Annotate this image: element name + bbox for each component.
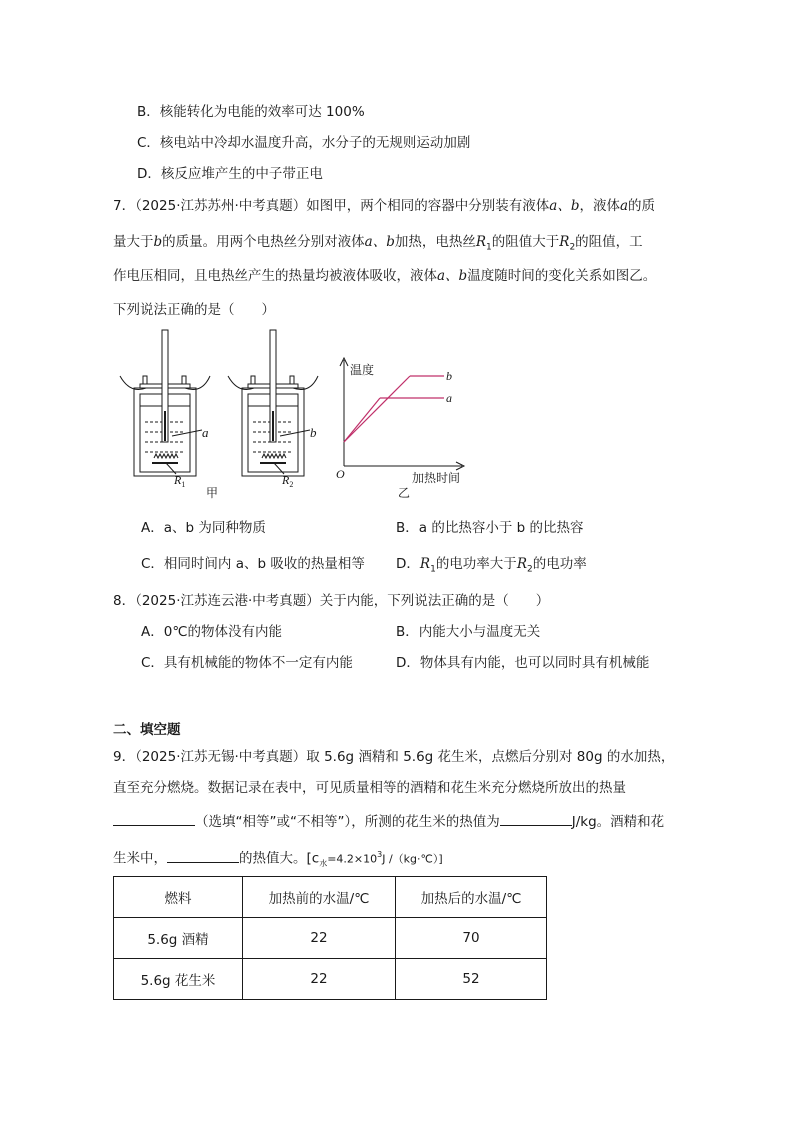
figure-jia-label: 甲 <box>206 486 219 500</box>
q9-stem-line1: 9．（2025·江苏无锡·中考真题）取 5.6g 酒精和 5.6g 花生米，点燃后分别对 80g 的水加热， <box>113 749 675 765</box>
q8-option-c: C．具有机械能的物体不一定有内能 <box>141 655 353 671</box>
q7-option-d: D．$R_1$的电功率大于$R_2$的电功率 <box>396 556 587 575</box>
line-a-label: a <box>446 391 452 405</box>
left-liquid-label: a <box>202 425 209 440</box>
table-cell: 52 <box>396 959 547 1000</box>
table-header: 加热后的水温/℃ <box>396 877 547 918</box>
q7-stem-line3: 作电压相同，且电热丝产生的热量均被液体吸收，液体a、b温度随时间的变化关系如图乙。 <box>113 268 657 284</box>
q9-stem-line2: 直至充分燃烧。数据记录在表中，可见质量相等的酒精和花生米充分燃烧所放出的热量 <box>113 780 626 796</box>
line-b <box>344 376 410 442</box>
q7-var-ab: a、b <box>549 198 580 214</box>
table-row <box>114 959 547 1000</box>
table-cell: 22 <box>243 959 396 1000</box>
table-header: 燃料 <box>114 877 243 918</box>
table-cell: 5.6g 花生米 <box>114 959 243 1000</box>
q6-option-b: B．核能转化为电能的效率可达 100% <box>137 104 365 120</box>
table-row <box>114 918 547 959</box>
q8-option-d: D．物体具有内能，也可以同时具有机械能 <box>396 655 650 671</box>
figure-yi-label: 乙 <box>398 486 411 500</box>
right-resistor-label: $R_2$ <box>282 473 294 489</box>
q6-option-c: C．核电站中冷却水温度升高，水分子的无规则运动加剧 <box>137 135 471 151</box>
answer-blank-2[interactable] <box>500 811 572 826</box>
q7-option-c: C．相同时间内 a、b 吸收的热量相等 <box>141 556 365 572</box>
q9-stem-line4: 生米中， 的热值大。[$c_水=4.2\times 10^3J$ /（kg·℃）] <box>113 845 443 874</box>
q6-option-d: D．核反应堆产生的中子带正电 <box>137 166 323 182</box>
line-b-label: b <box>446 369 452 383</box>
y-axis-label: 温度 <box>350 363 375 377</box>
q7-stem-line4: 下列说法正确的是（ ） <box>113 302 275 318</box>
answer-blank-3[interactable] <box>167 848 239 863</box>
q8-stem: 8．（2025·江苏连云港·中考真题）关于内能，下列说法正确的是（ ） <box>113 593 550 609</box>
q7-option-b: B．a 的比热容小于 b 的比热容 <box>396 520 584 536</box>
right-liquid-label: b <box>310 425 317 440</box>
right-container <box>228 330 318 476</box>
q7-stem-line2: 量大于b的质量。用两个电热丝分别对液体a、b加热，电热丝$R_1$的阻值大于$R_2$的阻值，工 <box>113 234 643 253</box>
x-axis-label: 加热时间 <box>412 471 461 485</box>
q8-option-a: A．0℃的物体没有内能 <box>141 624 282 640</box>
origin-label: O <box>336 467 345 481</box>
q7-stem-line1: 7．（2025·江苏苏州·中考真题）如图甲，两个相同的容器中分别装有液体a、b，液体a的质 <box>113 198 656 214</box>
section-title: 二、填空题 <box>113 722 181 738</box>
left-resistor-label: $R_1$ <box>174 473 186 489</box>
q9-stem-line3: （选填“相等”或“不相等”），所测的花生米的热值为 J/kg。酒精和花 <box>113 811 664 832</box>
fuel-data-table <box>113 876 547 1000</box>
q8-option-b: B．内能大小与温度无关 <box>396 624 541 640</box>
table-header-row <box>114 877 547 918</box>
left-container <box>120 330 210 476</box>
table-header: 加热前的水温/℃ <box>243 877 396 918</box>
table-cell: 22 <box>243 918 396 959</box>
answer-blank-1[interactable] <box>113 811 195 826</box>
table-cell: 5.6g 酒精 <box>114 918 243 959</box>
line-a <box>344 398 380 442</box>
q7-figure <box>110 326 480 504</box>
q7-option-a: A．a、b 为同种物质 <box>141 520 266 536</box>
table-cell: 70 <box>396 918 547 959</box>
